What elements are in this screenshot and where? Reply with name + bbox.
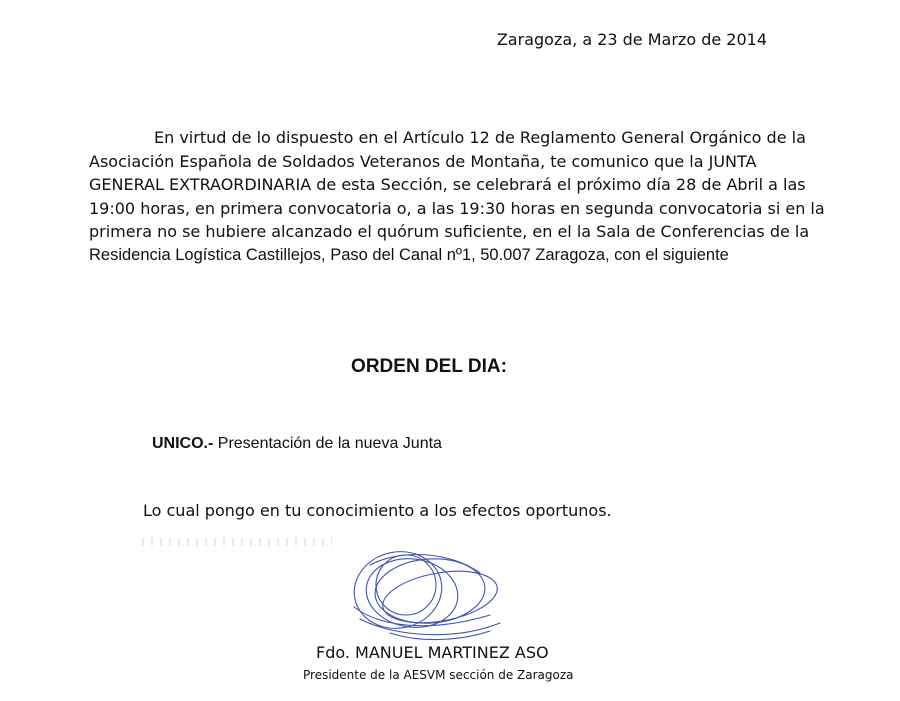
- body-line: primera no se hubiere alcanzado el quórum suficiente, en el la Sala de Conferencias de la: [89, 222, 810, 241]
- body-line: Asociación Española de Soldados Veteranos de Montaña, te comunico que la JUNTA: [89, 151, 757, 171]
- body-line: 19:00 horas, en primera convocatoria o, a las 19:30 horas en segunda convocatoria si en la: [89, 198, 825, 218]
- signature-strokes: [347, 545, 501, 640]
- agenda-item-label: UNICO.-: [152, 435, 214, 452]
- agenda-heading: ORDEN DEL DIA:: [351, 356, 507, 377]
- agenda-item: [152, 435, 442, 453]
- letter-body: [89, 126, 825, 267]
- signatory-role: Presidente de la AESVM sección de Zaragoza: [303, 668, 574, 682]
- faint-scan-marks: [142, 538, 332, 546]
- letter-date: Zaragoza, a 23 de Marzo de 2014: [496, 30, 767, 49]
- body-line: Residencia Logística Castillejos, Paso del Canal nº1, 50.007 Zaragoza, con el siguiente: [89, 245, 729, 264]
- signatory-name: Fdo. MANUEL MARTINEZ ASO: [316, 643, 549, 662]
- body-line: GENERAL EXTRAORDINARIA de esta Sección, se celebrará el próximo día 28 de Abril a las: [89, 175, 806, 194]
- closing-sentence: Lo cual pongo en tu conocimiento a los efectos oportunos.: [143, 501, 612, 520]
- agenda-item-text: Presentación de la nueva Junta: [213, 435, 442, 452]
- handwritten-signature: [340, 545, 515, 655]
- body-line: En virtud de lo dispuesto en el Artículo 12 de Reglamento General Orgánico de la: [154, 128, 806, 147]
